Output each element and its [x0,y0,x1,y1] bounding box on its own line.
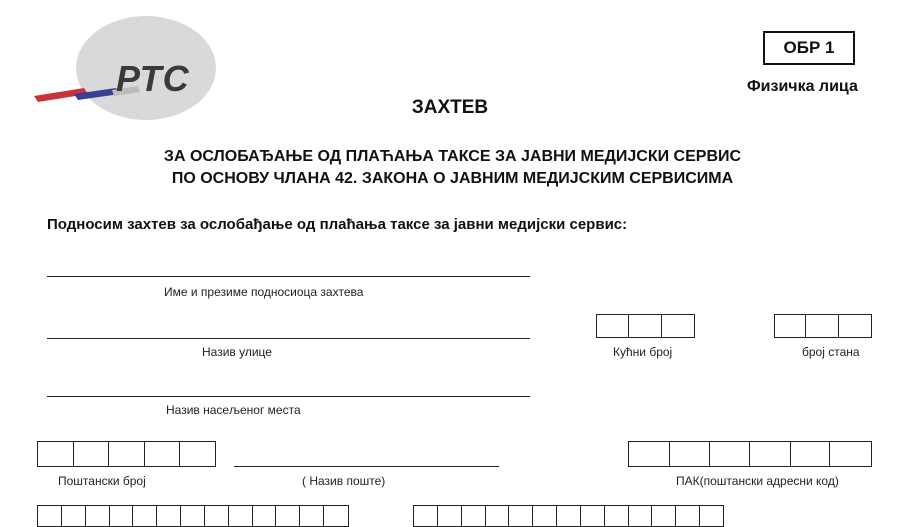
digit-box[interactable] [700,506,723,526]
digit-box[interactable] [62,506,86,526]
digit-box[interactable] [74,442,109,466]
digit-box[interactable] [629,442,670,466]
apartment-number-caption: број стана [802,345,860,359]
digit-box[interactable] [414,506,438,526]
digit-box[interactable] [533,506,557,526]
bottom-right-boxes[interactable] [413,505,724,527]
digit-box[interactable] [300,506,324,526]
digit-box[interactable] [652,506,676,526]
street-field[interactable] [47,338,530,339]
pak-boxes[interactable] [628,441,872,467]
digit-box[interactable] [109,442,145,466]
digit-box[interactable] [775,315,806,337]
full-name-field[interactable] [47,276,530,277]
digit-box[interactable] [38,506,62,526]
digit-box[interactable] [253,506,277,526]
logo-text: РТС [116,58,190,99]
digit-box[interactable] [581,506,605,526]
digit-box[interactable] [181,506,205,526]
digit-box[interactable] [750,442,791,466]
form-code-box [763,31,855,65]
postal-code-caption: Поштански број [58,474,146,488]
post-office-field[interactable] [234,466,499,467]
digit-box[interactable] [830,442,871,466]
digit-box[interactable] [38,442,74,466]
digit-box[interactable] [86,506,110,526]
intro-text: Подносим захтев за ослобађање од плаћања таксе за јавни медијски сервис: [47,216,628,233]
digit-box[interactable] [462,506,486,526]
digit-box[interactable] [205,506,229,526]
digit-box[interactable] [276,506,300,526]
post-office-caption: ( Назив поште) [302,474,386,488]
digit-box[interactable] [324,506,348,526]
digit-box[interactable] [676,506,700,526]
bottom-left-boxes[interactable] [37,505,349,527]
pak-caption: ПАК(поштански адресни код) [676,474,839,488]
person-type: Физичка лица [747,78,858,95]
subtitle-line-2: ПО ОСНОВУ ЧЛАНА 42. ЗАКОНА О ЈАВНИМ МЕДИЈСКИМ СЕРВИСИМА [171,170,734,187]
digit-box[interactable] [806,315,838,337]
digit-box[interactable] [670,442,711,466]
digit-box[interactable] [133,506,157,526]
digit-box[interactable] [791,442,831,466]
house-number-boxes[interactable] [596,314,695,338]
digit-box[interactable] [110,506,134,526]
digit-box[interactable] [486,506,510,526]
digit-box[interactable] [229,506,253,526]
place-field[interactable] [47,396,530,397]
postal-code-boxes[interactable] [37,441,216,467]
digit-box[interactable] [180,442,215,466]
apartment-number-boxes[interactable] [774,314,872,338]
digit-box[interactable] [629,506,653,526]
digit-box[interactable] [839,315,871,337]
digit-box[interactable] [605,506,629,526]
place-caption: Назив насељеног места [166,403,301,417]
street-caption: Назив улице [202,345,272,359]
full-name-caption: Име и презиме подносиоца захтева [164,285,364,299]
form-code: ОБР 1 [783,38,835,57]
digit-box[interactable] [157,506,181,526]
digit-box[interactable] [662,315,694,337]
document-title: ЗАХТЕВ [411,97,489,118]
digit-box[interactable] [557,506,581,526]
digit-box[interactable] [145,442,180,466]
digit-box[interactable] [629,315,661,337]
digit-box[interactable] [710,442,750,466]
digit-box[interactable] [597,315,629,337]
subtitle-line-1: ЗА ОСЛОБАЂАЊЕ ОД ПЛАЋАЊА ТАКСЕ ЗА ЈАВНИ МЕДИЈСКИ СЕРВИС [163,148,742,165]
digit-box[interactable] [509,506,533,526]
house-number-caption: Кућни број [613,345,673,359]
digit-box[interactable] [438,506,462,526]
